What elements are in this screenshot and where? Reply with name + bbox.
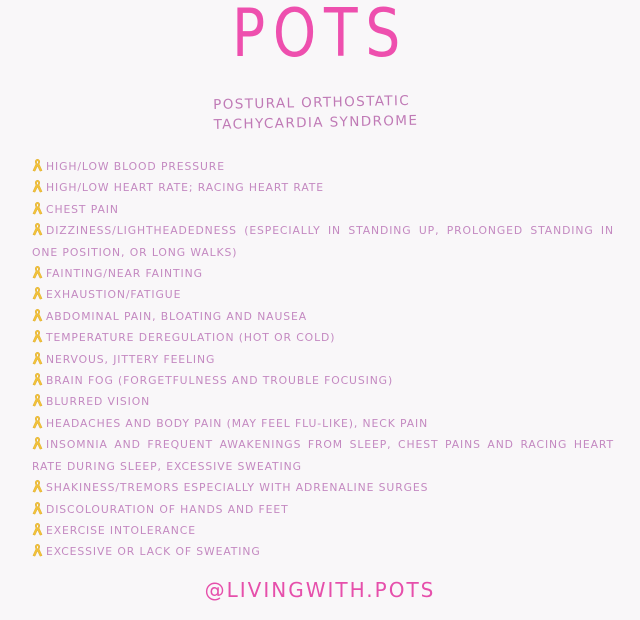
list-item [32,306,614,327]
awareness-ribbon-icon [32,308,43,322]
list-item [32,327,614,348]
symptom-text: CHEST PAIN [46,202,119,216]
subtitle [213,91,419,135]
list-item [32,413,614,434]
list-item [32,263,614,284]
awareness-ribbon-icon [32,543,43,557]
awareness-ribbon-icon [32,179,43,193]
symptom-text: INSOMNIA AND FREQUENT AWAKENINGS FROM SLEEP, CHEST PAINS AND RACING HEART RATE DURING SLEEP, EXCESSIVE SWEATING [32,438,614,473]
symptom-text: TEMPERATURE DEREGULATION (HOT OR COLD) [46,331,336,345]
symptom-text: BLURRED VISION [46,395,151,409]
list-item [32,499,614,520]
awareness-ribbon-icon [32,329,43,343]
awareness-ribbon-icon [32,479,43,493]
awareness-ribbon-icon [32,393,43,407]
awareness-ribbon-icon [32,201,43,215]
awareness-ribbon-icon [32,222,43,236]
list-item [32,477,614,498]
awareness-ribbon-icon [32,436,43,450]
awareness-ribbon-icon [32,501,43,515]
page-title: POTS [231,0,409,73]
awareness-ribbon-icon [32,265,43,279]
awareness-ribbon-icon [32,351,43,365]
symptom-text: DISCOLOURATION OF HANDS AND FEET [46,502,289,516]
symptom-text: NERVOUS, JITTERY FEELING [46,352,216,366]
symptom-list [32,156,614,563]
symptom-text: EXERCISE INTOLERANCE [46,523,196,537]
list-item [32,220,614,263]
symptom-text: EXCESSIVE OR LACK OF SWEATING [46,545,261,559]
list-item [32,199,614,220]
symptom-text: HIGH/LOW HEART RATE; RACING HEART RATE [46,181,324,195]
social-handle: @LIVINGWITH.POTS [204,578,436,602]
list-item [32,391,614,412]
symptom-text: DIZZINESS/LIGHTHEADEDNESS (ESPECIALLY IN STANDING UP, PROLONGED STANDING IN ONE POSITION, OR LONG WALKS) [32,224,614,259]
symptom-text: HIGH/LOW BLOOD PRESSURE [46,160,225,173]
symptom-text: HEADACHES AND BODY PAIN (MAY FEEL FLU-LIKE), NECK PAIN [46,416,429,430]
awareness-ribbon-icon [32,415,43,429]
awareness-ribbon-icon [32,286,43,300]
list-item [32,177,614,198]
list-item [32,156,614,177]
symptom-text: ABDOMINAL PAIN, BLOATING AND NAUSEA [46,309,308,323]
awareness-ribbon-icon [32,158,43,172]
symptom-text: BRAIN FOG (FORGETFULNESS AND TROUBLE FOCUSING) [46,374,394,388]
list-item [32,349,614,370]
subtitle-line-2: TACHYCARDIA SYNDROME [213,112,419,133]
list-item [32,520,614,541]
subtitle-line-1: POSTURAL ORTHOSTATIC [213,92,411,113]
list-item [32,370,614,391]
symptom-text: FAINTING/NEAR FAINTING [46,267,203,281]
symptom-text: EXHAUSTION/FATIGUE [46,288,182,302]
awareness-ribbon-icon [32,522,43,536]
awareness-ribbon-icon [32,372,43,386]
symptom-text: SHAKINESS/TREMORS ESPECIALLY WITH ADRENALINE SURGES [46,481,429,495]
list-item [32,541,614,562]
list-item [32,284,614,305]
list-item [32,434,614,477]
